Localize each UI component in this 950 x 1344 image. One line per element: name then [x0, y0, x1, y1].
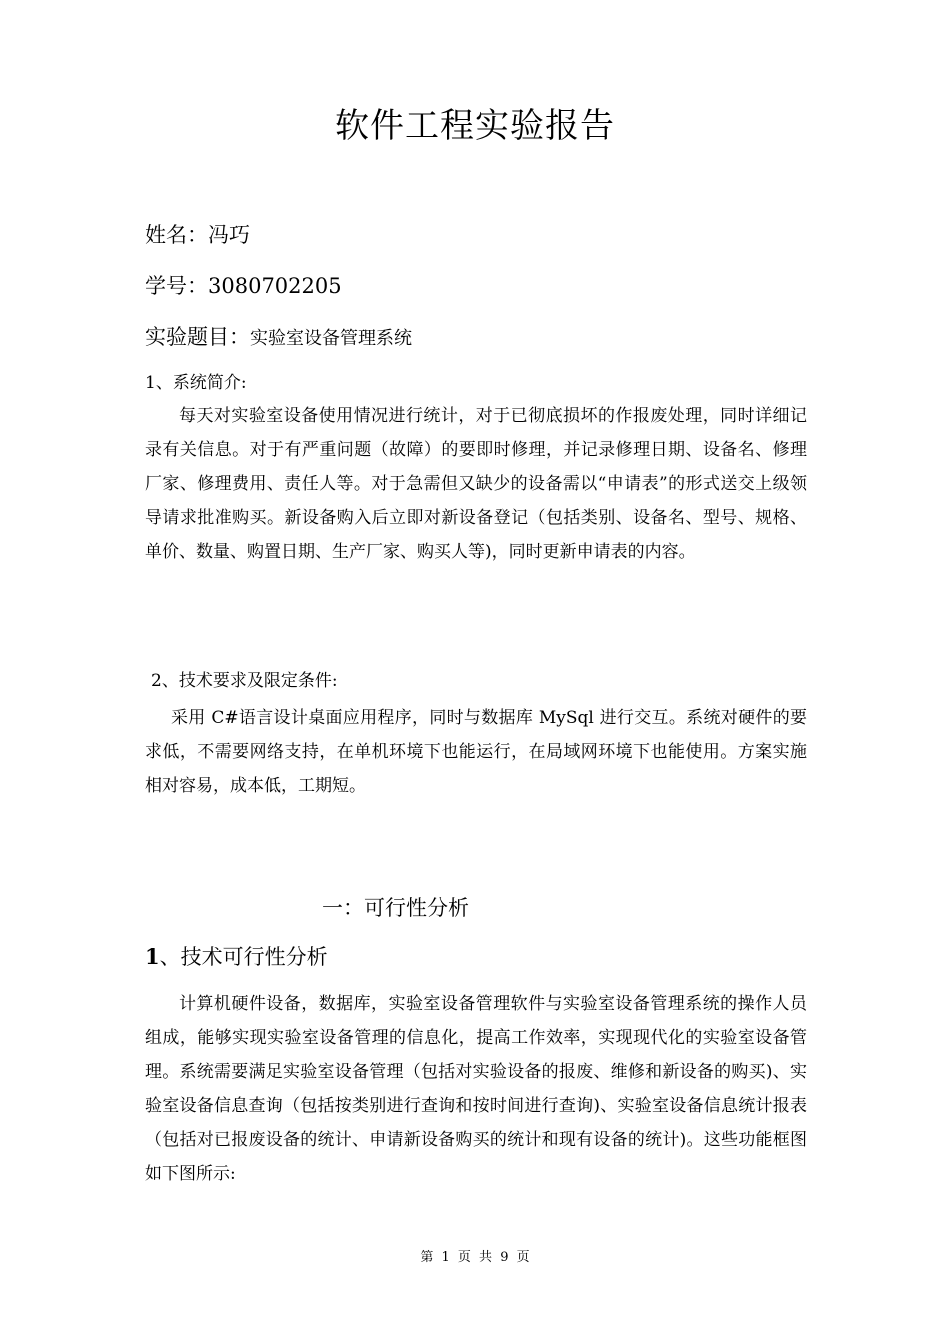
student-id-field	[145, 271, 342, 301]
tech-heading: 2、技术要求及限定条件:	[151, 671, 338, 691]
tech-paragraph: 采用 C#语言设计桌面应用程序，同时与数据库 MySql 进行交互。系统对硬件的要求低，不需要网络支持，在单机环境下也能运行，在局域网环境下也能使用。方案实施相对容易，成本低，工期短。	[145, 708, 808, 796]
topic-value: 实验室设备管理系统	[250, 328, 412, 349]
chapter-heading: 一：可行性分析	[322, 896, 469, 920]
subsection-heading	[145, 941, 328, 973]
name-label: 姓名：	[145, 223, 208, 247]
student-id-label: 学号：	[145, 274, 208, 298]
subsection-number: 1	[145, 944, 160, 969]
name-field	[145, 220, 250, 250]
feasibility-paragraph: 计算机硬件设备，数据库，实验室设备管理软件与实验室设备管理系统的操作人员组成，能够实现实验室设备管理的信息化，提高工作效率，实现现代化的实验室设备管理。系统需要满足实验室设备管理（包括对实验设备的报废、维修和新设备的购买)、实验室设备信息查询（包括按类别进行查询和按时间进行查询)、实验室设备信息统计报表（包括对已报废设备的统计、申请新设备购买的统计和现有设备的统计)。这些功能框图如下图所示:	[145, 994, 807, 1184]
page-footer: 第 1 页 共 9 页	[420, 1250, 530, 1265]
student-id-value: 3080702205	[208, 274, 342, 298]
document-title: 软件工程实验报告	[335, 106, 615, 146]
topic-label: 实验题目：	[145, 325, 250, 349]
name-value: 冯巧	[208, 223, 250, 247]
intro-paragraph: 每天对实验室设备使用情况进行统计，对于已彻底损坏的作报废处理，同时详细记录有关信息。对于有严重问题（故障）的要即时修理，并记录修理日期、设备名、修理厂家、修理费用、责任人等。对于急需但又缺少的设备需以“申请表”的形式送交上级领导请求批准购买。新设备购入后立即对新设备登记（包括类别、设备名、型号、规格、单价、数量、购置日期、生产厂家、购买人等)，同时更新申请表的内容。	[145, 406, 807, 562]
topic-field	[145, 322, 412, 354]
subsection-title: 、技术可行性分析	[159, 945, 328, 969]
intro-heading: 1、系统简介:	[145, 373, 247, 393]
